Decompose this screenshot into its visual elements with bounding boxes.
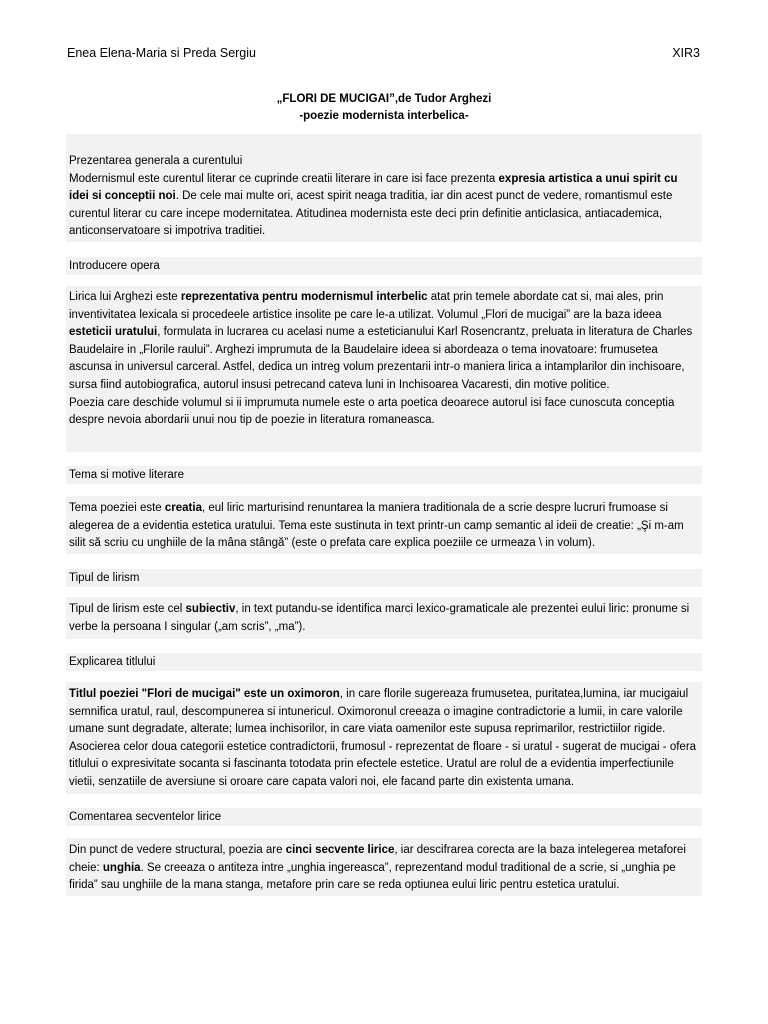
- section-secvente: [66, 838, 702, 896]
- document-title: [0, 91, 768, 125]
- section-lirism-paragraph: Tipul de lirism este cel subiectiv, in text putandu-se identifica marci lexico-gramaticale ale prezentei eului liric: pronume si verbe la persoana I singular („am scris”, „ma”).: [69, 603, 690, 633]
- section-titlu-paragraph: Titlul poeziei "Flori de mucigai" este un oximoron, in care florile sugereaza frumusetea, puritatea,lumina, iar mucigaiul semnifica uratul, raul, descompunerea si intunericul. Oximoronul creeaza o imagine contradictorie a lumii, in care valorile umane sunt degradate, alterate; lumea inchisorilor, in care viata oamenilor este supusa reprimarilor, restrictiilor rigide. Asocierea celor doua categorii estetice contradictorii, frumosul - reprezentat de floare - si uratul - sugerat de mucigai - ofera titlului o expresivitate socanta si fascinanta totodata prin efectele estetice. Uratul are rolul de a evidentia imperfectiunile vietii, senzatiile de aversiune si oroare care capata valori noi, ele facand parte din existenta umana.: [69, 688, 697, 788]
- section-titlu-heading: Explicarea titlului: [66, 653, 702, 671]
- section-tema-heading: Tema si motive literare: [66, 466, 702, 484]
- section-intro-heading: Prezentarea generala a curentului: [69, 155, 243, 167]
- section-tema: [66, 496, 702, 554]
- section-secvente-heading: Comentarea secventelor lirice: [66, 808, 702, 826]
- section-tema-paragraph: Tema poeziei este creatia, eul liric marturisind renuntarea la maniera traditionala de a scrie despre lucruri frumoase si alegerea de a evidentia estetica uratului. Tema este sustinuta in text printr-un camp semantic al ideii de creatie: „Şi m-am silit să scriu cu unghiile de la mâna stângă” (este o prefata care explica poeziile ce urmeaza \ in volum).: [69, 502, 684, 550]
- section-opera-paragraph-2: Poezia care deschide volumul si ii imprumuta numele este o arta poetica deoarece autorul isi face cunoscuta conceptia despre nevoia abordarii unui nou tip de poezie in literatura romaneasca.: [69, 396, 675, 427]
- section-titlu: [66, 682, 702, 794]
- section-intro: [66, 134, 702, 242]
- section-lirism-heading: Tipul de lirism: [66, 569, 702, 587]
- section-opera: [66, 286, 702, 452]
- title-subtitle: -poezie modernista interbelica-: [299, 110, 469, 122]
- section-opera-paragraph-1: Lirica lui Arghezi este reprezentativa pentru modernismul interbelic atat prin temele abordate cat si, mai ales, prin inventivitatea lexicala si procedeele artistice insolite pe care le-a utilizat. Volumul „Flori de mucigai” are la baza ideea esteticii uratului, formulata in lucrarea cu acelasi nume a esteticianului Karl Rosencrantz, preluata in literatura de Charles Baudelaire in „Florile raului”. Arghezi imprumuta de la Baudelaire ideea si abordeaza o tema inovatoare: frumusetea ascunsa in universul carceral. Astfel, dedica un intreg volum prezentarii intr-o maniera lirica a intamplarilor din inchisoare, sursa fiind autobiografica, autorul insusi petrecand cateva luni in Inchisoarea Vacaresti, din motive politice.: [69, 291, 693, 391]
- section-intro-paragraph: Modernismul este curentul literar ce cuprinde creatii literare in care isi face prezenta expresia artistica a unui spirit cu idei si conceptii noi. De cele mai multe ori, acest spirit neaga traditia, iar din acest punct de vedere, romantismul este curentul literar cu care incepe modernitatea. Atitudinea modernista este deci prin definitie anticlasica, antiacademica, anticonservatoare si impotriva traditiei.: [69, 172, 678, 238]
- header-class-code: XIR3: [672, 46, 700, 60]
- title-main: „FLORI DE MUCIGAI”,de Tudor Arghezi: [276, 93, 492, 105]
- header-authors: Enea Elena-Maria si Preda Sergiu: [67, 46, 256, 60]
- section-lirism: [66, 597, 702, 639]
- section-secvente-paragraph: Din punct de vedere structural, poezia are cinci secvente lirice, iar descifrarea corecta are la baza intelegerea metaforei cheie: unghia. Se creeaza o antiteza intre „unghia ingereasca”, reprezentand modul traditional de a scrie, si „unghia pe firida” sau unghiile de la mana stanga, metafore prin care se reda optiunea eului liric pentru estetica uratului.: [69, 844, 686, 892]
- section-opera-heading: Introducere opera: [66, 257, 702, 275]
